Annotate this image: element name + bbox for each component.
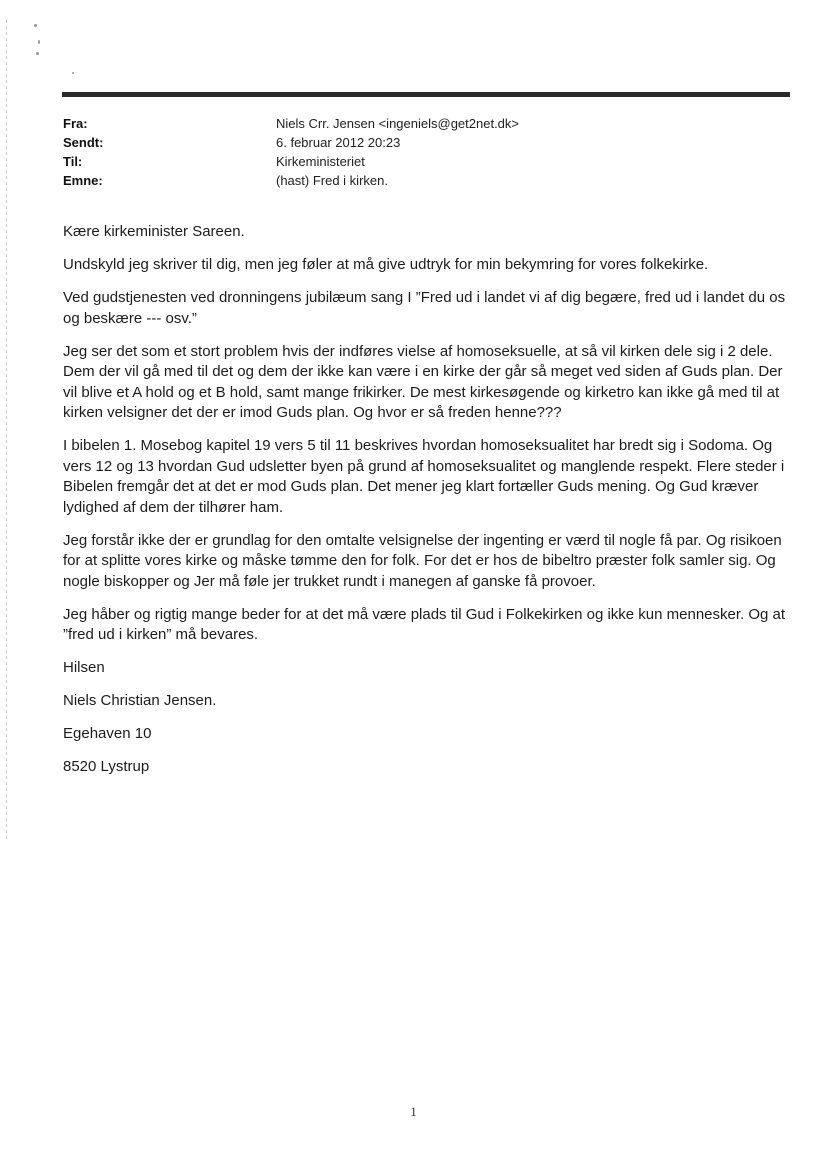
subject-label: Emne: <box>63 173 103 188</box>
header-row-from <box>63 114 519 133</box>
from-value: Niels Crr. Jensen <ingeniels@get2net.dk> <box>276 116 520 131</box>
letter-paragraph: Ved gudstjenesten ved dronningens jubilæum sang I ”Fred ud i landet vi af dig begære, fred ud i landet du os og beskære --- osv.” <box>63 289 786 327</box>
sent-value: 6. februar 2012 20:23 <box>276 135 401 150</box>
letter-paragraph: Jeg forstår ikke der er grundlag for den omtalte velsignelse der ingenting er værd til nogle få par. Og risikoen for at splitte vores kirke og måske tømme den for folk. For det er hos de bibeltro præster folk samler sig. Og nogle biskopper og Jer må føle jer trukket rundt i manegen af ganske få provoer. <box>63 531 782 590</box>
header-divider <box>62 92 790 97</box>
to-label: Til: <box>63 154 83 169</box>
page-number: 1 <box>410 1104 417 1119</box>
scan-speck <box>38 40 40 44</box>
letter-paragraph: I bibelen 1. Mosebog kapitel 19 vers 5 til 11 beskrives hvordan homoseksualitet har bredt sig i Sodoma. Og vers 12 og 13 hvordan Gud udsletter byen på grund af homoseksualitet og manglende respekt. Flere steder i Bibelen fremgår det at det er mod Guds plan. Det mener jeg klart fortæller Guds mening. Og Gud kræver lydighed af dem der tilhører ham. <box>63 437 785 516</box>
scan-speck <box>36 52 39 55</box>
letter-paragraph: Jeg ser det som et stort problem hvis der indføres vielse af homoseksuelle, at så vil kirken dele sig i 2 dele. Dem der vil gå med til det og dem der ikke kan være i en kirke der går så meget ved siden af Guds plan. Der vil blive et A hold og et B hold, samt mange frikirker. De mest kirkesøgende og kirketro kan ikke gå med til at kirken velsigner det der er imod Guds plan. Og hvor er så freden henne??? <box>63 342 783 421</box>
letter-closing: Hilsen <box>63 659 105 676</box>
letter-body <box>63 222 793 790</box>
letter-paragraph: Jeg håber og rigtig mange beder for at det må være plads til Gud i Folkekirken og ikke kun mennesker. Og at ”fred ud i kirken” må bevares. <box>63 605 786 643</box>
scan-speck <box>34 24 37 27</box>
header-row-sent <box>63 133 519 152</box>
to-value: Kirkeministeriet <box>276 154 365 169</box>
header-row-subject <box>63 171 519 190</box>
scan-edge-artifact <box>6 20 7 840</box>
header-row-to <box>63 152 519 171</box>
subject-value: (hast) Fred i kirken. <box>276 173 388 188</box>
from-label: Fra: <box>63 116 88 131</box>
scan-speck <box>72 72 74 74</box>
letter-greeting: Kære kirkeminister Sareen. <box>63 223 245 240</box>
sent-label: Sendt: <box>63 135 104 150</box>
letter-paragraph: Undskyld jeg skriver til dig, men jeg føler at må give udtryk for min bekymring for vores folkekirke. <box>63 256 709 273</box>
address-city: 8520 Lystrup <box>63 758 150 775</box>
email-header <box>63 114 519 190</box>
address-street: Egehaven 10 <box>63 725 152 742</box>
signature-name: Niels Christian Jensen. <box>63 692 217 709</box>
